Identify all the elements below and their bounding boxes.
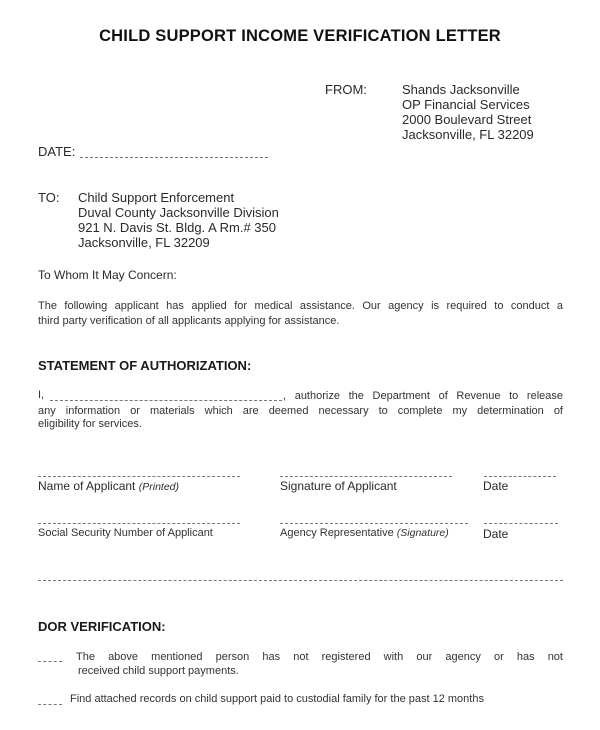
from-label: FROM: [325,82,367,97]
to-line-3: 921 N. Davis St. Bldg. A Rm.# 350 [78,220,276,235]
name-of-applicant-label [38,479,179,495]
date-1-blank-line[interactable] [484,476,556,477]
from-address [402,82,534,142]
to-line-2: Duval County Jacksonville Division [78,205,279,220]
authorization-line-1: , authorize the Department of Revenue to release [283,390,563,402]
signature-of-applicant-label: Signature of Applicant [280,479,397,493]
dor-item-2-text: Find attached records on child support paid to custodial family for the past 12 months [70,693,484,705]
signature-blank-line[interactable] [280,476,452,477]
from-line-2: OP Financial Services [402,97,530,112]
agency-label-text: Agency Representative [280,527,394,539]
date-2-label: Date [483,527,509,541]
dor-verification-heading: DOR VERIFICATION: [38,619,166,634]
name-label-text: Name of Applicant [38,479,136,493]
from-line-1: Shands Jacksonville [402,82,520,97]
agency-signature-blank-line[interactable] [280,523,468,524]
intro-line-2: third party verification of all applicants applying for assistance. [38,315,340,327]
to-line-1: Child Support Enforcement [78,190,235,205]
section-divider [38,580,563,581]
dor-item-2-checkbox-line[interactable] [38,704,62,705]
date-1-label: Date [483,479,509,493]
agency-representative-label [280,527,449,539]
dor-item-1-line-1: The above mentioned person has not registered with our agency or has not [76,651,563,663]
to-address [78,190,279,250]
applicant-name-blank[interactable] [50,400,282,401]
to-label: TO: [38,190,60,205]
name-blank-line[interactable] [38,476,240,477]
date-label: DATE: [38,144,76,159]
salutation: To Whom It May Concern: [38,268,177,282]
to-line-4: Jacksonville, FL 32209 [78,235,210,250]
ssn-blank-line[interactable] [38,523,240,524]
signature-note: (Signature) [396,527,449,539]
dor-item-1-checkbox-line[interactable] [38,661,62,662]
printed-note: (Printed) [138,481,179,493]
intro-line-1: The following applicant has applied for medical assistance. Our agency is required to conduct a [38,300,563,312]
from-line-3: 2000 Boulevard Street [402,112,532,127]
authorization-prefix: I, [38,389,45,401]
authorization-line-2: any information or materials which are deemed necessary to complete my determination of [38,405,563,417]
date-blank-line[interactable] [80,157,268,158]
ssn-label: Social Security Number of Applicant [38,527,213,539]
dor-item-1-line-2: received child support payments. [78,665,239,677]
authorization-line-3: eligibility for services. [38,418,142,430]
document-title: CHILD SUPPORT INCOME VERIFICATION LETTER [99,27,501,45]
date-2-blank-line[interactable] [484,523,558,524]
from-line-4: Jacksonville, FL 32209 [402,127,534,142]
authorization-heading: STATEMENT OF AUTHORIZATION: [38,358,252,373]
